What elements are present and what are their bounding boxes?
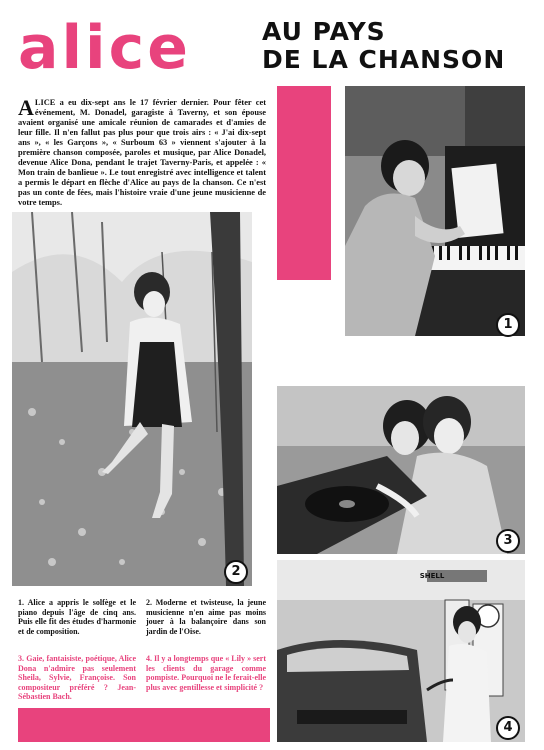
magazine-title: alice: [18, 13, 191, 83]
shell-sign: SHELL: [419, 572, 445, 580]
bottom-pink-bar: [18, 708, 270, 742]
intro-text: LICE a eu dix-sept ans le 17 février dernier. Pour fêter cet événement, M. Donadel, garagiste à Taverny, et son épouse avaient organisé une amicale réunion de camarades et d'amies de leur fille. Il n'en fallut pas plus pour que trois airs : « J'ai dix-sept ans », « les Garçons », « Surboum 63 » viennent s'ajouter à la première chanson composée, paroles et musique, par Alice Donadel, devenue Alice Dona, pendant le trajet Taverny-Paris, et appelée : « Mon train de banlieue ». Le tout enregistré avec intelligence et talent a permis le départ en flèche d'Alice au pays de la chanson. Ce n'est pas un conte de fées, mais l'histoire vraie d'une jeune musicienne de votre temps.: [18, 98, 266, 207]
drop-cap: A: [18, 95, 34, 120]
photo-record-player: [277, 386, 525, 554]
photo-piano: [345, 86, 525, 336]
subtitle-line-1: AU PAYS: [262, 17, 386, 46]
pink-accent-bar: [277, 86, 331, 280]
photo-number-4: 4: [496, 716, 520, 740]
intro-paragraph: [18, 95, 266, 208]
photo-gas-station-graphic: [277, 560, 525, 742]
photo-number-3: 3: [496, 529, 520, 553]
subtitle-line-2: DE LA CHANSON: [262, 45, 506, 74]
photo-swing: [12, 212, 252, 586]
caption-2: 2. Moderne et twisteuse, la jeune musicienne n'en aime pas moins jouer à la balançoire dans son jardin de l'Oise.: [146, 598, 266, 636]
photo-gas-station: [277, 560, 525, 742]
photo-record-player-graphic: [277, 386, 525, 554]
caption-4: 4. Il y a longtemps que « Lily » sert les clients du garage comme pompiste. Pourquoi ne le ferait-elle plus avec gentillesse et simplicité ?: [146, 654, 266, 692]
caption-3: 3. Gaie, fantaisiste, poétique, Alice Dona n'admire pas seulement Sheila, Sylvie, Françoise. Son compositeur préféré ? Jean-Sébastien Bach.: [18, 654, 136, 702]
photo-swing-graphic: [12, 212, 252, 586]
photo-number-1: 1: [496, 313, 520, 337]
photo-piano-graphic: [345, 86, 525, 336]
caption-1: 1. Alice a appris le solfège et le piano depuis l'âge de cinq ans. Puis elle fit des études d'harmonie et de composition.: [18, 598, 136, 636]
article-subtitle: [262, 18, 534, 74]
photo-number-2: 2: [224, 560, 248, 584]
